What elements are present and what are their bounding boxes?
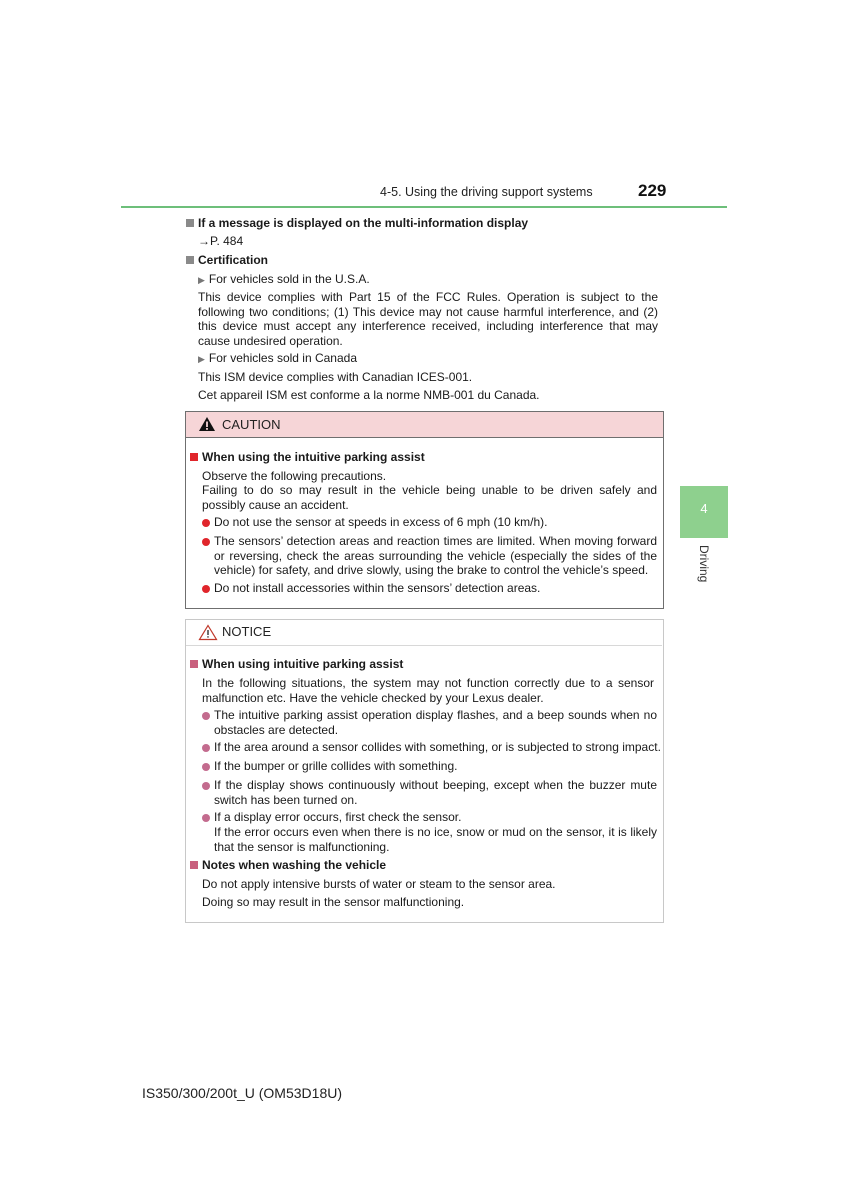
caution-bullet-2: The sensors’ detection areas and reaction times are limited. When moving forward or reversing, check the areas surrounding the vehicle (especially the sides of the vehicle) for safety, and drive slowly, using the brake to control the vehicle’s speed. — [214, 534, 657, 577]
usa-text: This device complies with Part 15 of the FCC Rules. Operation is subject to the following two conditions; (1) This device may not cause harmful interference, and (2) this device must accept any interference received, including interference that may cause undesired operation. — [198, 290, 658, 348]
msg-display-title: If a message is displayed on the multi-information display — [198, 216, 529, 230]
notice-bullet-5-line-2: If the error occurs even when there is no ice, snow or mud on the sensor, it is likely that the sensor is malfunctioning. — [214, 825, 657, 854]
caution-intro-1: Observe the following precautions. — [202, 469, 387, 483]
msg-display-ref[interactable]: →P. 484 — [198, 234, 244, 248]
notice-intro: In the following situations, the system may not function correctly due to a sensor malfunction etc. Have the vehicle checked by your Lexus dealer. — [202, 676, 654, 705]
model-footer: IS350/300/200t_U (OM53D18U) — [142, 1085, 342, 1101]
washing-text-2: Doing so may result in the sensor malfunctioning. — [202, 895, 465, 909]
chapter-tab-label: Driving — [697, 545, 711, 583]
pink-bullet-icon — [202, 712, 210, 720]
notice-section-heading — [190, 657, 403, 672]
canada-label-row — [198, 351, 357, 367]
washing-heading — [190, 858, 386, 873]
notice-label: NOTICE — [222, 624, 272, 639]
canada-label: For vehicles sold in Canada — [208, 351, 357, 365]
red-bullet-icon — [202, 585, 210, 593]
chapter-tab: 4 — [680, 486, 728, 538]
notice-bullet-5-line-1: If a display error occurs, first check the sensor. — [214, 810, 462, 824]
caution-bullet-1: Do not use the sensor at speeds in excess of 6 mph (10 km/h). — [214, 515, 548, 529]
msg-display-heading — [186, 216, 528, 231]
pink-square-bullet-icon — [190, 660, 198, 668]
notice-bullet-4: If the display shows continuously without beeping, except when the buzzer mute switch has been turned on. — [214, 778, 657, 807]
washing-title: Notes when washing the vehicle — [202, 858, 387, 872]
notice-bullet-3: If the bumper or grille collides with something. — [214, 759, 458, 773]
page-number: 229 — [638, 181, 667, 200]
red-bullet-icon — [202, 519, 210, 527]
red-bullet-icon — [202, 538, 210, 546]
pink-bullet-icon — [202, 782, 210, 790]
warning-icon — [198, 416, 216, 432]
pink-bullet-icon — [202, 744, 210, 752]
certification-title: Certification — [198, 253, 269, 267]
caution-intro-2: Failing to do so may result in the vehicle being unable to be driven safely and possibly cause an accident. — [202, 483, 657, 512]
section-header: 4-5. Using the driving support systems — [380, 185, 593, 199]
notice-header — [186, 620, 662, 646]
caution-label: CAUTION — [222, 417, 281, 432]
notice-warning-icon — [198, 624, 218, 641]
notice-bullet-2: If the area around a sensor collides with something, or is subjected to strong impact. — [214, 740, 661, 754]
pink-bullet-icon — [202, 763, 210, 771]
caution-header — [186, 412, 663, 438]
caution-section-title: When using the intuitive parking assist — [202, 450, 425, 464]
usa-label-row — [198, 272, 370, 288]
caution-section-heading — [190, 450, 425, 465]
washing-text-1: Do not apply intensive bursts of water or steam to the sensor area. — [202, 877, 556, 891]
usa-label: For vehicles sold in the U.S.A. — [208, 272, 370, 286]
header-rule — [121, 206, 727, 208]
canada-text-2: Cet appareil ISM est conforme a la norme NMB-001 du Canada. — [198, 388, 540, 402]
triangle-right-icon: ▶ — [198, 275, 205, 285]
gray-square-bullet-icon — [186, 256, 194, 264]
pink-square-bullet-icon — [190, 861, 198, 869]
notice-bullet-1: The intuitive parking assist operation display flashes, and a beep sounds when no obstacles are detected. — [214, 708, 657, 737]
pink-bullet-icon — [202, 814, 210, 822]
canada-text-1: This ISM device complies with Canadian ICES-001. — [198, 370, 473, 384]
caution-bullet-3: Do not install accessories within the sensors’ detection areas. — [214, 581, 541, 595]
triangle-right-icon: ▶ — [198, 354, 205, 364]
certification-heading — [186, 253, 268, 268]
gray-square-bullet-icon — [186, 219, 194, 227]
notice-section-title: When using intuitive parking assist — [202, 657, 404, 671]
red-square-bullet-icon — [190, 453, 198, 461]
